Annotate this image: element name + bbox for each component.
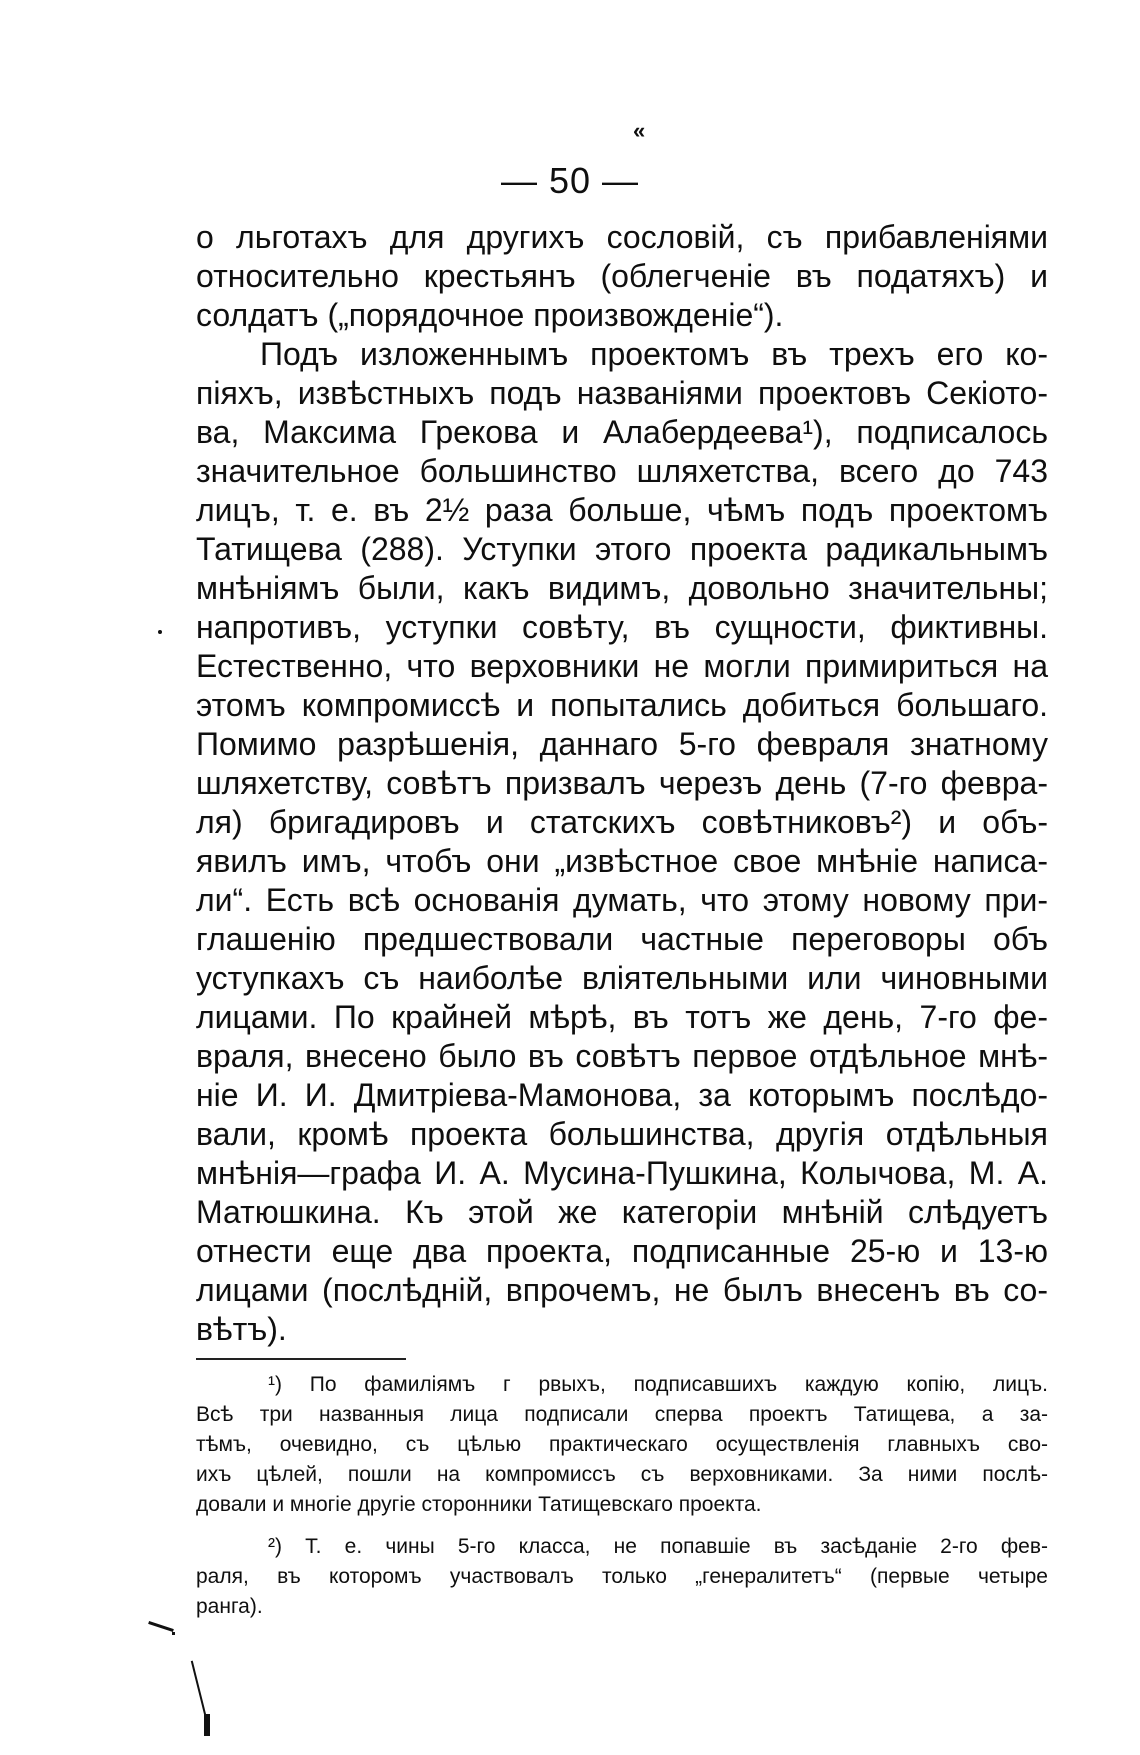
footnote-line: тѣмъ, очевидно, съ цѣлью практическаго осуществленія главныхъ сво- [196, 1433, 1048, 1456]
text-line: мнѣнія—графа И. А. Мусина-Пушкина, Колычова, М. А. [196, 1155, 1048, 1191]
footnote-line: ранга). [196, 1595, 263, 1618]
scan-artifact [148, 1621, 174, 1632]
text-line: этомъ компромиссѣ и попытались добиться большаго. [196, 687, 1048, 723]
main-text [196, 218, 1048, 1349]
scan-artifact [191, 1661, 207, 1720]
text-line: лицъ, т. е. въ 2½ раза больше, чѣмъ подъ проектомъ [196, 492, 1048, 528]
text-line: уступкахъ съ наиболѣе вліятельными или чиновными [196, 960, 1048, 996]
text-line: мнѣніямъ были, какъ видимъ, довольно значительны; [196, 570, 1048, 606]
scan-artifact [172, 1632, 175, 1635]
text-line: враля, внесено было въ совѣтъ первое отдѣльное мнѣ- [196, 1038, 1048, 1074]
scan-artifact [158, 630, 162, 634]
text-line: ля) бригадировъ и статскихъ совѣтниковъ²) и объ- [196, 804, 1048, 840]
text-line: о льготахъ для другихъ сословій, съ прибавленіями [196, 219, 1048, 255]
footnote-line: ²) Т. е. чины 5-го класса, не попавшіе въ засѣданіе 2-го фев- [268, 1535, 1048, 1558]
text-line: ва, Максима Грекова и Алабердеева¹), подписалось [196, 414, 1048, 450]
footnote-divider [196, 1358, 406, 1360]
footnote-line: довали и многіе другіе сторонники Татищевскаго проекта. [196, 1493, 762, 1516]
footnote-line: раля, въ которомъ участвовалъ только „генералитетъ“ (первые четыре [196, 1565, 1048, 1588]
text-line: вѣтъ). [196, 1311, 287, 1347]
text-line: Помимо разрѣшенія, даннаго 5-го февраля знатному [196, 726, 1048, 762]
text-line: ли“. Есть всѣ основанія думать, что этому новому при- [196, 882, 1048, 918]
text-line: отнести еще два проекта, подписанные 25-ю и 13-ю [196, 1233, 1048, 1269]
text-line: лицами. По крайней мѣрѣ, въ тотъ же день, 7-го фе- [196, 999, 1048, 1035]
text-line: значительное большинство шляхетства, всего до 743 [196, 453, 1048, 489]
text-line: лицами (послѣдній, впрочемъ, не былъ внесенъ въ со- [196, 1272, 1048, 1308]
text-line: явилъ имъ, чтобъ они „извѣстное свое мнѣніе написа- [196, 843, 1048, 879]
text-line: шляхетству, совѣтъ призвалъ черезъ день (7-го февра- [196, 765, 1048, 801]
footnote-line: ¹) По фамиліямъ г рвыхъ, подписавшихъ каждую копію, лицъ. [268, 1373, 1048, 1396]
text-line: ніе И. И. Дмитріева-Мамонова, за которымъ послѣдо- [196, 1077, 1048, 1113]
text-line: Татищева (288). Уступки этого проекта радикальнымъ [196, 531, 1048, 567]
text-line: піяхъ, извѣстныхъ подъ названіями проектовъ Секіото- [196, 375, 1048, 411]
footnote-2 [196, 1532, 1048, 1622]
text-line: относительно крестьянъ (облегченіе въ податяхъ) и [196, 258, 1048, 294]
footnote-1 [196, 1370, 1048, 1520]
printer-mark: « [633, 118, 646, 143]
text-line: Естественно, что верховники не могли примириться на [196, 648, 1048, 684]
footnote-line: ихъ цѣлей, пошли на компромиссъ съ верховниками. За ними послѣ- [196, 1463, 1048, 1486]
text-line: напротивъ, уступки совѣту, въ сущности, фиктивны. [196, 609, 1048, 645]
footnote-line: Всѣ три названныя лица подписали сперва проектъ Татищева, а за- [196, 1403, 1048, 1426]
text-line: Подъ изложеннымъ проектомъ въ трехъ его ко- [260, 336, 1048, 372]
page-number: — 50 — [500, 160, 640, 201]
text-line: Матюшкина. Къ этой же категоріи мнѣній слѣдуетъ [196, 1194, 1048, 1230]
scan-artifact [204, 1714, 210, 1736]
text-line: солдатъ („порядочное произвожденіе“). [196, 297, 784, 333]
text-line: глашенію предшествовали частные переговоры объ [196, 921, 1048, 957]
text-line: вали, кромѣ проекта большинства, другія отдѣльныя [196, 1116, 1048, 1152]
